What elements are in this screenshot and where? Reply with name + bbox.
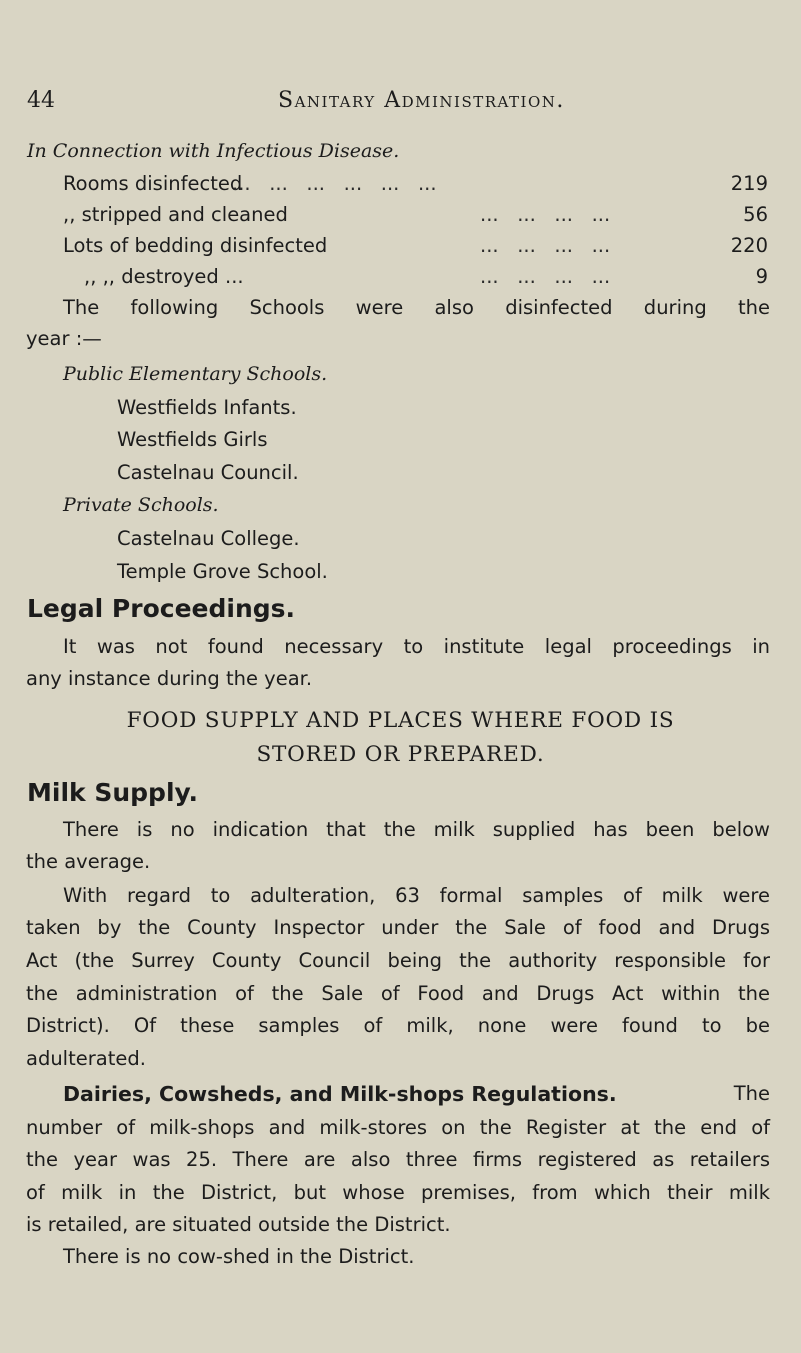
food-supply-heading: FOOD SUPPLY AND PLACES WHERE FOOD IS [126, 708, 675, 733]
stat-value: 9 [755, 265, 768, 288]
stat-leader: ... ... ... ... [480, 234, 611, 257]
schools-intro-line: The following Schools were also disinfected during the [63, 296, 770, 319]
page-header [0, 88, 801, 122]
stat-label: Lots of bedding disinfected [63, 234, 328, 257]
page-number: 44 [27, 88, 55, 113]
stat-row-destroyed [0, 265, 801, 293]
milk-text-line: taken by the County Inspector under the Sale of food and Drugs [26, 916, 770, 939]
school-item: Westfields Infants. [117, 396, 297, 419]
private-schools-heading: Private Schools. [63, 494, 219, 516]
infectious-heading: In Connection with Infectious Disease. [27, 140, 400, 162]
legal-text-line: any instance during the year. [26, 667, 313, 690]
milk-text-line: With regard to adulteration, 63 formal samples of milk were [63, 884, 770, 907]
schools-intro-line: year :— [26, 327, 102, 350]
school-item: Castelnau Council. [117, 461, 299, 484]
milk-supply-heading: Milk Supply. [27, 778, 199, 807]
stat-row-rooms [0, 172, 801, 200]
running-title: Sanitary Administration. [278, 88, 565, 113]
dairies-text-line: number of milk-shops and milk-stores on the Register at the end of [26, 1116, 770, 1139]
stat-label: ,, stripped and cleaned [63, 203, 288, 226]
legal-text-line: It was not found necessary to institute legal proceedings in [63, 635, 770, 658]
school-item: Temple Grove School. [117, 560, 328, 583]
milk-text-line: adulterated. [26, 1047, 146, 1070]
food-supply-heading: STORED OR PREPARED. [256, 742, 545, 767]
dairies-text-line: the year was 25. There are also three firms registered as retailers [26, 1148, 770, 1171]
public-schools-heading: Public Elementary Schools. [63, 363, 328, 385]
stat-label: Rooms disinfected [63, 172, 243, 195]
dairies-text-line: is retailed, are situated outside the District. [26, 1213, 451, 1236]
dairies-text-line: of milk in the District, but whose premises, from which their milk [26, 1181, 770, 1204]
milk-text-line: Act (the Surrey County Council being the authority responsible for [26, 949, 770, 972]
stat-value: 220 [730, 234, 768, 257]
milk-text-line: the administration of the Sale of Food and Drugs Act within the [26, 982, 770, 1005]
milk-text-line: There is no indication that the milk supplied has been below [63, 818, 770, 841]
school-item: Westfields Girls [117, 428, 268, 451]
dairies-heading: Dairies, Cowsheds, and Milk-shops Regulations. [63, 1082, 617, 1106]
stat-leader: ... ... ... ... ... ... [232, 172, 437, 195]
school-item: Castelnau College. [117, 527, 300, 550]
dairies-text: The [733, 1082, 770, 1105]
stat-leader: ... ... ... ... [480, 203, 611, 226]
dairies-text-line: There is no cow-shed in the District. [63, 1245, 415, 1268]
stat-label: ,, ,, destroyed ... [84, 265, 244, 288]
milk-text-line: the average. [26, 850, 151, 873]
stat-value: 219 [730, 172, 768, 195]
dairies-first-line [63, 1082, 770, 1110]
stat-row-bedding [0, 234, 801, 262]
stat-value: 56 [743, 203, 768, 226]
milk-text-line: District). Of these samples of milk, none were found to be [26, 1014, 770, 1037]
stat-row-stripped [0, 203, 801, 231]
legal-heading: Legal Proceedings. [27, 594, 296, 623]
stat-leader: ... ... ... ... [480, 265, 611, 288]
